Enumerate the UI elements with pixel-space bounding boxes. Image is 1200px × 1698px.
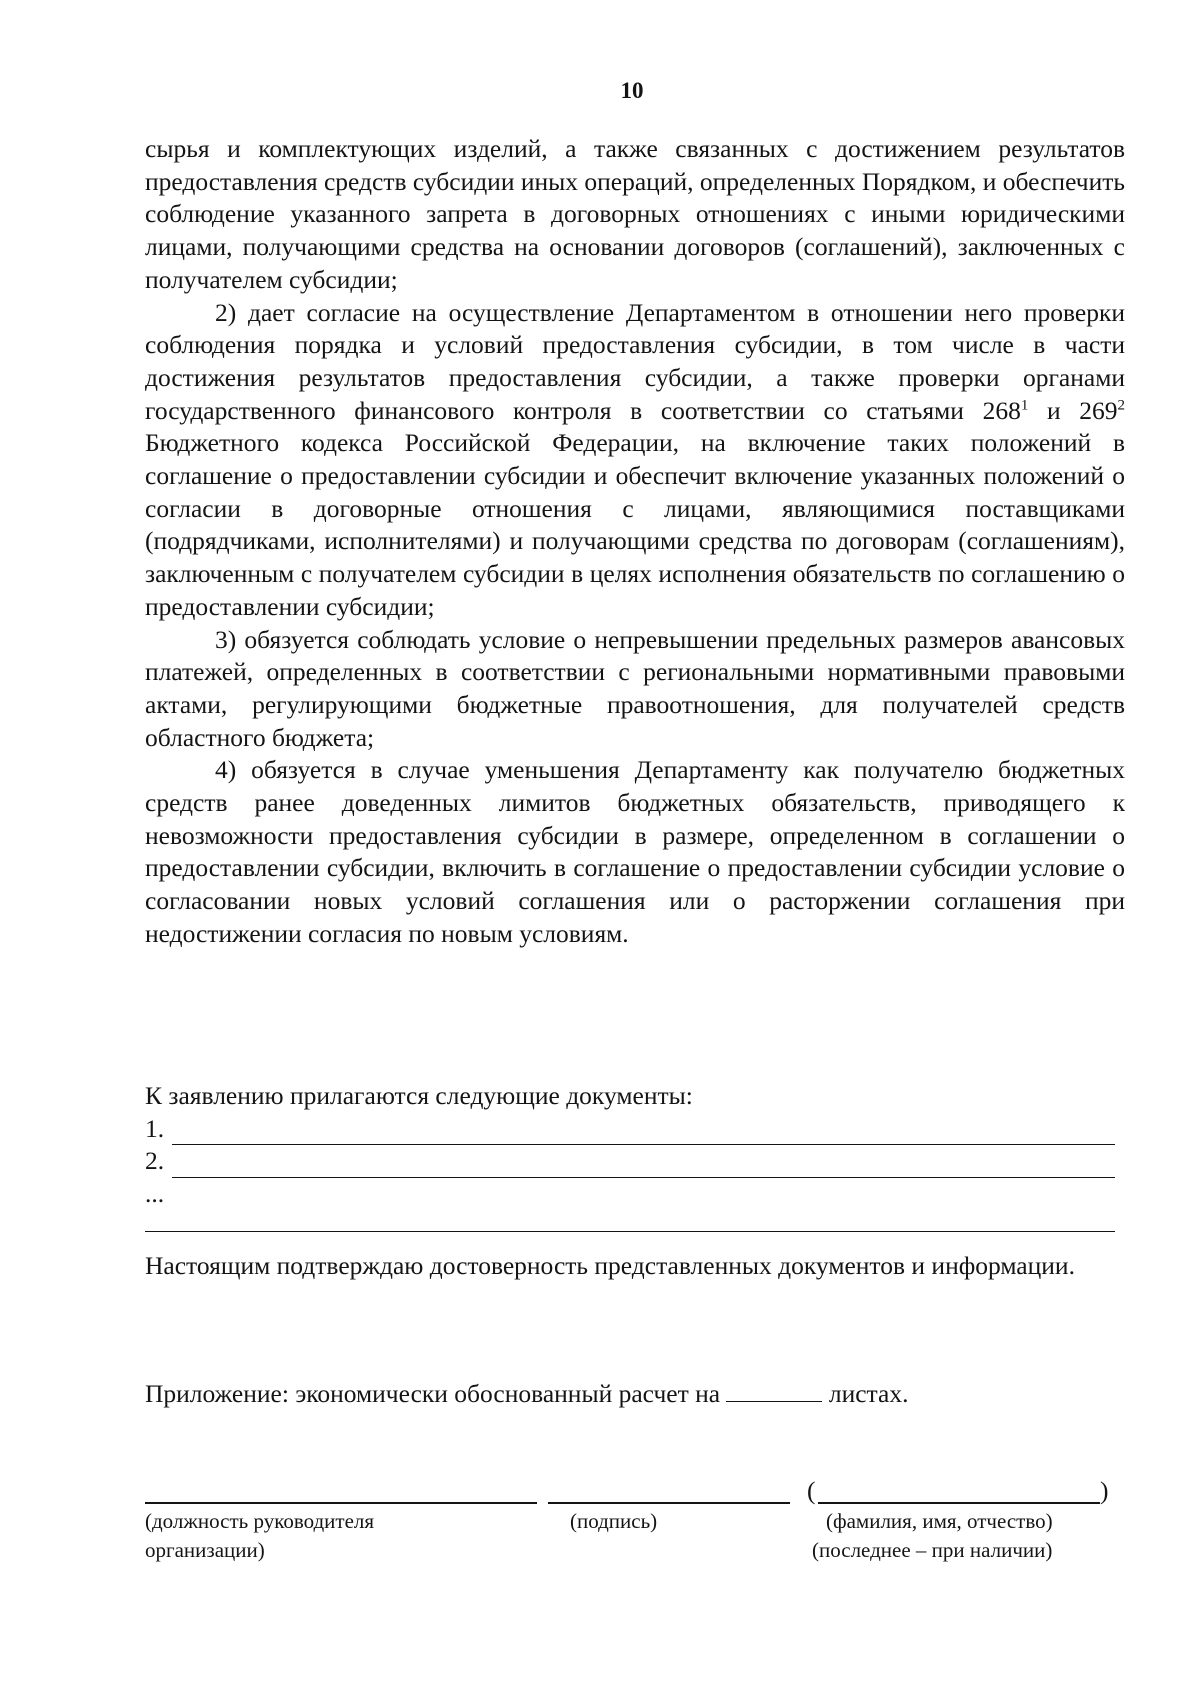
attachment-number-2: 2.	[145, 1146, 165, 1176]
attachment-number-1: 1.	[145, 1113, 165, 1143]
name-close-paren: )	[1100, 1476, 1109, 1505]
item-2-text-middle: и 269	[1028, 395, 1118, 425]
paragraph-continuation: сырья и комплектующих изделий, а также связанных с достижением результатов предоставления средств субсидии иных операций, определенных Порядком, и обеспечить соблюдение указанного запрета в договорных отношениях с иными юридическими лицами, получающими средства на основании договоров (соглашений), заключенных с получателем субсидии;	[145, 134, 1126, 294]
position-blank-line[interactable]	[145, 1502, 537, 1504]
attachments-heading: К заявлению прилагаются следующие документы:	[145, 1081, 693, 1110]
attachment-blank-1[interactable]	[172, 1119, 1115, 1145]
article-269-superscript: 2	[1117, 397, 1125, 414]
appendix-prefix: Приложение: экономически обоснованный расчет на	[145, 1379, 721, 1408]
appendix-suffix: листах.	[828, 1379, 909, 1408]
attachment-blank-2[interactable]	[172, 1152, 1115, 1178]
document-body	[145, 133, 1125, 951]
attachment-blank-extra[interactable]	[145, 1211, 1115, 1232]
appendix-sheet-count-blank[interactable]	[726, 1379, 822, 1402]
attachments-section	[145, 1080, 1125, 1280]
appendix-line	[145, 1378, 908, 1411]
attachment-line-2	[145, 1145, 1125, 1178]
paragraph-item-4: 4) обязуется в случае уменьшения Департаменту как получателю бюджетных средств ранее доведенных лимитов бюджетных обязательств, приводящего к невозможности предоставления субсидии в размере, определенном в соглашении о предоставлении субсидии, включить в соглашение о предоставлении субсидии условие о согласовании новых условий соглашения или о расторжении соглашения при недостижении согласия по новым условиям.	[145, 755, 1125, 948]
page-number: 10	[620, 78, 644, 103]
attachment-line-1	[145, 1113, 1125, 1146]
confirmation-statement: Настоящим подтверждаю достоверность представленных документов и информации.	[145, 1251, 1075, 1280]
name-blank-line[interactable]	[818, 1502, 1100, 1504]
paragraph-item-2	[145, 297, 1125, 624]
name-caption-line-1: (фамилия, имя, отчество)	[826, 1509, 1053, 1533]
article-268-superscript: 1	[1020, 397, 1029, 414]
position-caption-line-2: организации)	[145, 1538, 265, 1562]
signature-caption: (подпись)	[570, 1509, 658, 1533]
item-2-text-start: 2) дает согласие на осуществление Департаментом в отношении него проверки соблюдения порядка и условий предоставления субсидии, в том числе в части достижения результатов предоставления субсидии, а также проверки органами государственного финансового контроля в соответствии со статьями 268	[145, 297, 1125, 425]
name-caption-line-2: (последнее – при наличии)	[812, 1538, 1053, 1562]
name-open-paren: (	[807, 1476, 816, 1505]
position-caption-line-1: (должность руководителя	[145, 1509, 375, 1533]
item-2-text-end: Бюджетного кодекса Российской Федерации, на включение таких положений в соглашение о предоставлении субсидии и обеспечит включение указанных положений о согласии в договорные отношения с лицами, являющимися поставщиками (подрядчиками, исполнителями) и получающими средства по договорам (соглашениям), заключенным с получателем субсидии в целях исполнения обязательств по соглашению о предоставлении субсидии;	[145, 428, 1125, 621]
attachment-ellipsis: ...	[145, 1179, 165, 1209]
signature-blank-line[interactable]	[548, 1502, 790, 1504]
paragraph-item-3: 3) обязуется соблюдать условие о непревышении предельных размеров авансовых платежей, определенных в соответствии с региональными нормативными правовыми актами, регулирующими бюджетные правоотношения, для получателей средств областного бюджета;	[145, 624, 1125, 752]
